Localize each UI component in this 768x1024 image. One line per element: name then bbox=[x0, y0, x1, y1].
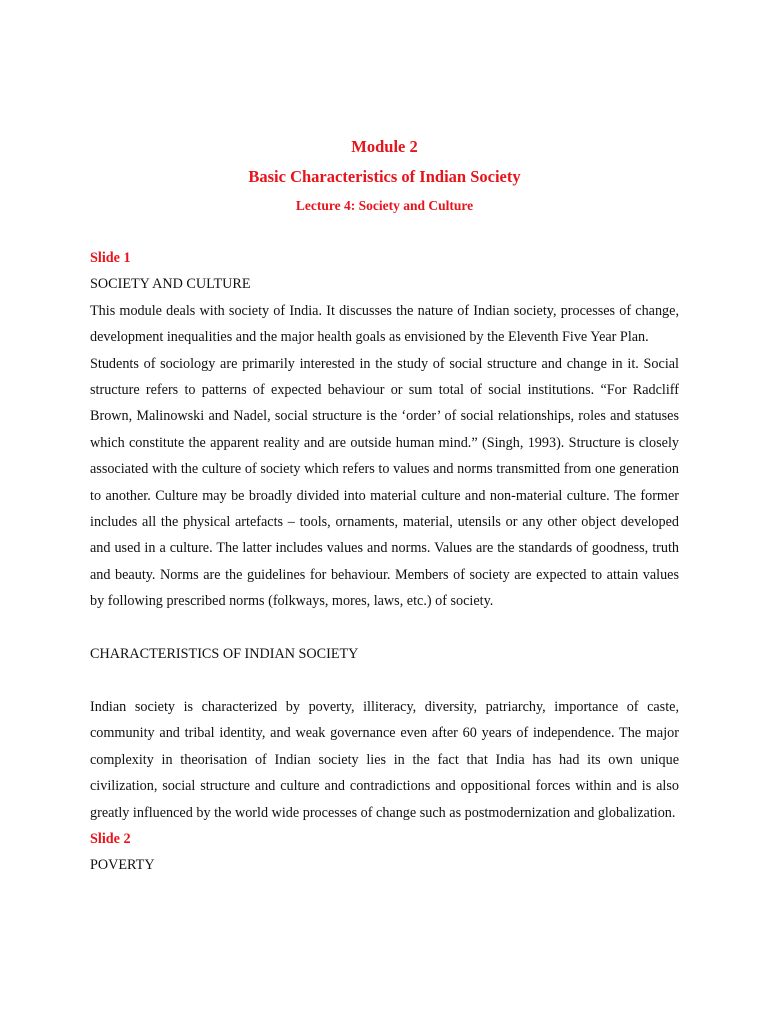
blank-line bbox=[90, 615, 679, 641]
blank-line bbox=[90, 667, 679, 693]
paragraph-social-structure: Students of sociology are primarily interested in the study of social structure and change in it. Social structure refers to patterns of expected behaviour or sum total of social institutions. “For Radcliff Brown, Malinowski and Nadel, social structure is the ‘order’ of social relationships, roles and statuses which constitute the apparent reality and are outside human mind.” (Singh, 1993). Structure is closely associated with the culture of society which refers to values and norms transmitted from one generation to another. Culture may be broadly divided into material culture and non-material culture. The former includes all the physical artefacts – tools, ornaments, material, utensils or any other object developed and used in a culture. The latter includes values and norms. Values are the standards of goodness, truth and beauty. Norms are the guidelines for behaviour. Members of society are expected to attain values by following prescribed norms (folkways, mores, laws, etc.) of society. bbox=[90, 355, 679, 610]
slide-1-label: Slide 1 bbox=[90, 250, 131, 266]
paragraph-characteristics: Indian society is characterized by poverty, illiteracy, diversity, patriarchy, importance of caste, community and tribal identity, and weak governance even after 60 years of independence. The major complexity in theorisation of Indian society lies in the fact that India has had its own unique civilization, social structure and culture and contradictions and oppositional forces within and is also greatly influenced by the world wide processes of change such as postmodernization and globalization. bbox=[90, 698, 679, 821]
document-header bbox=[90, 136, 679, 215]
section-heading-characteristics: CHARACTERISTICS OF INDIAN SOCIETY bbox=[90, 646, 359, 663]
section-heading-society-and-culture: SOCIETY AND CULTURE bbox=[90, 276, 251, 293]
module-number: Module 2 bbox=[351, 137, 418, 156]
document-body bbox=[90, 245, 679, 879]
slide-2-label: Slide 2 bbox=[90, 830, 131, 847]
section-heading-poverty: POVERTY bbox=[90, 857, 155, 874]
paragraph-module-intro: This module deals with society of India. It discusses the nature of Indian society, processes of change, development inequalities and the major health goals as envisioned by the Eleventh Five Year Plan. bbox=[90, 302, 679, 346]
lecture-title: Lecture 4: Society and Culture bbox=[295, 198, 474, 213]
module-title: Basic Characteristics of Indian Society bbox=[248, 167, 521, 186]
